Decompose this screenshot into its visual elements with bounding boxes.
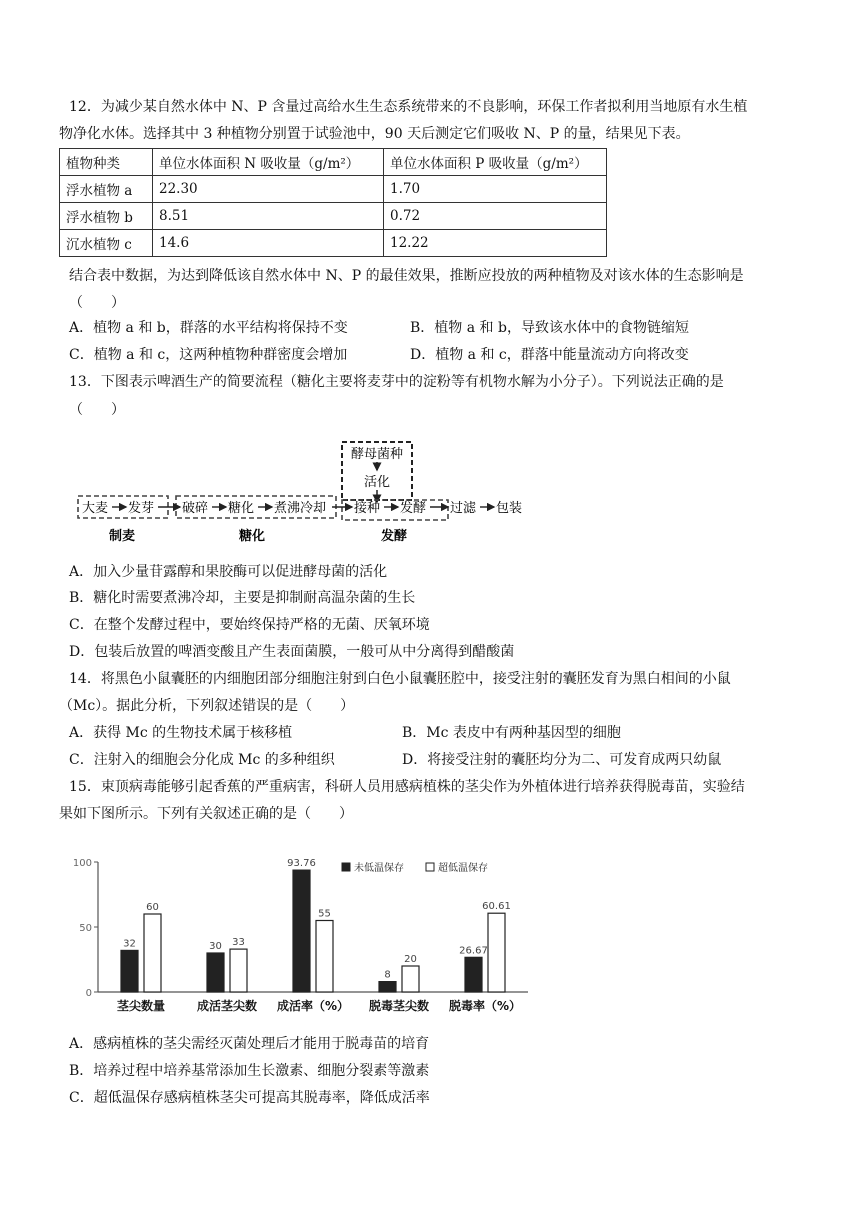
bar	[402, 966, 419, 992]
bar-value-label: 30	[209, 941, 222, 952]
q14-stem-line2: （Mc）。据此分析，下列叙述错误的是（ ）	[59, 698, 355, 714]
step-boil-cool: 煮沸冷却	[274, 501, 327, 516]
step-packaging: 包装	[496, 501, 523, 516]
activation-label: 活化	[363, 475, 391, 490]
step-germination: 发芽	[128, 501, 155, 516]
virus-free-bar-chart	[70, 852, 540, 1022]
x-category-label: 脱毒茎尖数	[368, 999, 430, 1013]
step-saccharification: 糖化	[228, 501, 255, 516]
table-cell: 浮水植物 a	[60, 176, 153, 203]
q13-option-c: C．在整个发酵过程中，要始终保持严格的无菌、厌氧环境	[69, 617, 430, 633]
step-filtration: 过滤	[450, 501, 477, 516]
q12-option-b: B．植物 a 和 b，导致该水体中的食物链缩短	[410, 320, 689, 336]
table-cell: 14.6	[153, 230, 384, 257]
table-cell: 22.30	[153, 176, 384, 203]
q15-option-c: C．超低温保存感病植株茎尖可提高其脱毒率，降低成活率	[69, 1090, 430, 1106]
bar-value-label: 26.67	[459, 945, 488, 957]
legend-label: 超低温保存	[438, 863, 488, 874]
q14-option-b: B．Mc 表皮中有两种基因型的细胞	[402, 725, 621, 741]
bar-value-label: 60.61	[482, 901, 511, 913]
q13-answer-paren: （ ）	[69, 402, 125, 418]
q13-option-a: A．加入少量苷露醇和果胶酶可以促进酵母菌的活化	[69, 564, 388, 580]
bar	[465, 957, 482, 992]
table-header-cell: 植物种类	[60, 149, 153, 176]
q12-stem-line2: 物净化水体。选择其中 3 种植物分别置于试验池中，90 天后测定它们吸收 N、P 的量，结果见下表。	[59, 126, 690, 142]
bar	[121, 950, 138, 992]
x-category-label: 成活率（%）	[276, 999, 350, 1013]
table-cell: 浮水植物 b	[60, 203, 153, 230]
step-fermentation: 发酵	[400, 501, 427, 516]
bar	[207, 953, 224, 992]
legend-swatch	[342, 863, 350, 871]
q14-option-c: C．注射入的细胞会分化成 Mc 的多种组织	[69, 752, 335, 768]
bar-value-label: 20	[404, 954, 417, 965]
table-row	[60, 176, 607, 203]
q12-stem-line1: 12．为减少某自然水体中 N、P 含量过高给水生生态系统带来的不良影响，环保工作者拟利用当地原有水生植	[69, 99, 748, 115]
x-category-label: 茎尖数量	[116, 999, 166, 1013]
bar-value-label: 55	[318, 908, 331, 920]
q12-option-d: D．植物 a 和 c，群落中能量流动方向将改变	[410, 347, 689, 363]
bar	[488, 913, 505, 992]
q12-option-a: A．植物 a 和 b，群落的水平结构将保持不变	[69, 320, 348, 336]
table-cell: 8.51	[153, 203, 384, 230]
q12-question: 结合表中数据，为达到降低该自然水体中 N、P 的最佳效果，推断应投放的两种植物及对该水体的生态影响是	[69, 268, 744, 284]
table-cell: 沉水植物 c	[60, 230, 153, 257]
bar	[379, 982, 396, 992]
bar	[230, 949, 247, 992]
bar	[144, 914, 161, 992]
bar-value-label: 60	[146, 902, 159, 913]
group-label-fermentation: 发酵	[380, 529, 408, 544]
q13-stem: 13．下图表示啤酒生产的简要流程（糖化主要将麦芽中的淀粉等有机物水解为小分子）。下列说法正确的是	[69, 374, 724, 390]
beer-process-flowchart	[76, 440, 546, 550]
q12-table	[59, 148, 607, 257]
legend-label: 未低温保存	[354, 863, 404, 874]
q12-answer-paren: （ ）	[69, 295, 125, 311]
bar-value-label: 8	[384, 969, 391, 981]
table-header-cell: 单位水体面积 N 吸收量（g/m²）	[153, 149, 384, 176]
table-cell: 1.70	[384, 176, 607, 203]
group-label-malting: 制麦	[108, 529, 136, 544]
q15-option-a: A．感病植株的茎尖需经灭菌处理后才能用于脱毒苗的培育	[69, 1036, 430, 1052]
table-cell: 12.22	[384, 230, 607, 257]
q15-stem-line1: 15．束顶病毒能够引起香蕉的严重病害，科研人员用感病植株的茎尖作为外植体进行培养获得脱毒苗，实验结	[69, 779, 745, 795]
group-label-saccharification: 糖化	[238, 529, 266, 544]
q15-stem-line2: 果如下图所示。下列有关叙述正确的是（ ）	[59, 806, 353, 822]
q14-option-d: D．将接受注射的囊胚均分为二、可发育成两只幼鼠	[402, 752, 722, 768]
y-tick-label: 50	[79, 923, 92, 934]
x-category-label: 脱毒率（%）	[448, 999, 522, 1013]
table-cell: 0.72	[384, 203, 607, 230]
bar	[293, 870, 310, 992]
q14-option-a: A．获得 Mc 的生物技术属于核移植	[69, 725, 293, 741]
table-header-cell: 单位水体面积 P 吸收量（g/m²）	[384, 149, 607, 176]
legend-swatch	[426, 863, 434, 871]
bar	[316, 921, 333, 993]
step-inoculation: 接种	[354, 501, 381, 516]
yeast-label: 酵母菌种	[350, 447, 404, 462]
q15-option-b: B．培养过程中培养基常添加生长激素、细胞分裂素等激素	[69, 1063, 430, 1079]
step-barley: 大麦	[82, 501, 109, 516]
q12-option-c: C．植物 a 和 c，这两种植物种群密度会增加	[69, 347, 348, 363]
q13-option-b: B．糖化时需要煮沸冷却，主要是抑制耐高温杂菌的生长	[69, 590, 416, 606]
bar-value-label: 32	[123, 938, 136, 950]
step-crushing: 破碎	[182, 501, 209, 516]
q13-option-d: D．包装后放置的啤酒变酸且产生表面菌膜，一般可从中分离得到醋酸菌	[69, 644, 515, 660]
y-tick-label: 0	[85, 988, 92, 999]
table-header-row	[60, 149, 607, 176]
y-tick-label: 100	[72, 858, 92, 869]
x-category-label: 成活茎尖数	[196, 999, 258, 1013]
bar-value-label: 93.76	[287, 858, 316, 870]
bar-value-label: 33	[232, 937, 245, 949]
q14-stem-line1: 14．将黑色小鼠囊胚的内细胞团部分细胞注射到白色小鼠囊胚腔中，接受注射的囊胚发育为黑白相间的小鼠	[69, 671, 731, 687]
table-row	[60, 230, 607, 257]
table-row	[60, 203, 607, 230]
